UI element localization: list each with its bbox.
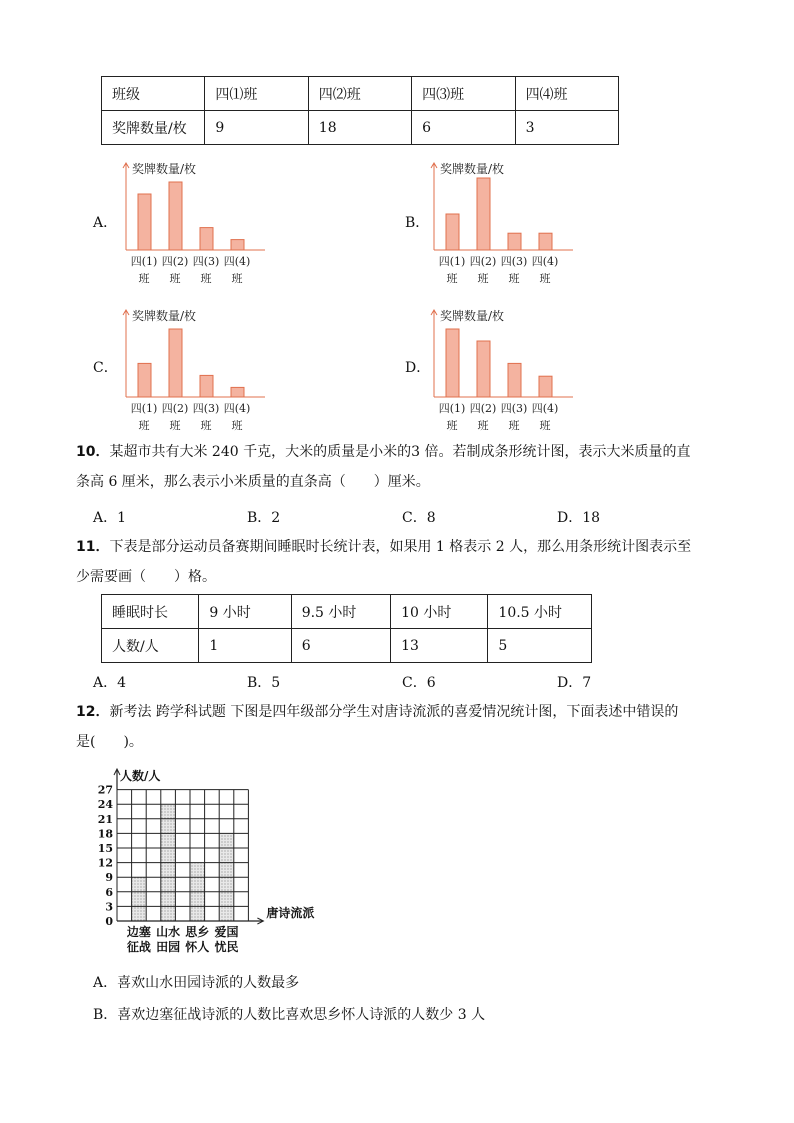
option-b-chart [428,155,578,290]
bar [446,214,459,250]
x-tick-label: 思乡 [185,925,210,939]
y-axis-label: 奖牌数量/枚 [440,162,505,176]
choice-d[interactable]: D．18 [557,510,601,526]
y-tick-label: 9 [105,871,113,885]
bar [508,363,521,397]
option-d-label: D． [405,360,431,376]
x-tick-label: 边塞 [126,925,151,939]
choice-d[interactable]: D．7 [557,675,592,691]
x-tick-label: 班 [446,272,458,285]
x-tick-label: 四(1) [438,255,466,268]
poetry-bar-chart [95,766,315,956]
x-tick-label: 怀人 [185,940,210,954]
option-d-chart [428,302,578,437]
y-tick-label: 15 [97,842,113,855]
x-tick-label: 四(4) [531,255,559,268]
y-tick-label: 27 [97,783,113,797]
y-tick-label: 12 [97,856,113,870]
bar [508,233,521,250]
x-tick-label: 四(2) [161,402,189,415]
y-axis-label: 人数/人 [120,769,161,783]
x-tick-label: 班 [138,419,150,432]
bar [169,182,182,250]
table-cell: 人数/人 [102,629,199,663]
x-tick-label: 爱国 [214,925,239,939]
table-cell: 四⑷班 [515,77,618,111]
table-cell: 班级 [102,77,205,111]
table-cell: 9 [205,111,308,145]
y-axis-label: 奖牌数量/枚 [132,309,197,323]
q12-option-b[interactable]: B．喜欢边塞征战诗派的人数比喜欢思乡怀人诗派的人数少 3 人 [93,1007,486,1023]
choice-b[interactable]: B．5 [247,675,281,691]
x-tick-label: 四(2) [469,402,497,415]
table-cell: 10 小时 [391,595,488,629]
question-number: 10． [76,444,110,460]
question-11 [76,532,691,592]
y-axis-label: 奖牌数量/枚 [132,162,197,176]
x-tick-label: 四(2) [161,255,189,268]
table-cell: 6 [412,111,515,145]
x-tick-label: 四(1) [438,402,466,415]
y-tick-label: 0 [105,915,113,928]
q9-table [101,76,619,145]
q12-option-a[interactable]: A．喜欢山水田园诗派的人数最多 [93,975,300,991]
question-text: 下表是部分运动员备赛期间睡眠时长统计表，如果用 1 格表示 2 人，那么用条形统计图表示至 [109,539,692,555]
bar [138,363,151,397]
x-tick-label: 班 [169,419,181,432]
x-tick-label: 班 [539,272,551,285]
bar [477,341,490,397]
choice-a[interactable]: A．1 [93,510,127,526]
table-row [102,629,592,663]
table-cell: 四⑴班 [205,77,308,111]
table-cell: 睡眠时长 [102,595,199,629]
question-text: 某超市共有大米 240 千克，大米的质量是小米的3 倍。若制成条形统计图，表示大米质量的直 [109,444,691,460]
choice-c[interactable]: C．6 [402,675,436,691]
question-text: 少需要画（ ）格。 [76,569,216,585]
x-tick-label: 四(1) [130,255,158,268]
table-cell: 18 [308,111,411,145]
table-cell: 四⑶班 [412,77,515,111]
bar [539,233,552,250]
x-tick-label: 四(2) [469,255,497,268]
bar [138,194,151,250]
x-tick-label: 山水 [156,925,181,939]
table-cell: 6 [291,629,390,663]
x-tick-label: 四(3) [192,402,220,415]
table-cell: 1 [199,629,291,663]
choice-b[interactable]: B．2 [247,510,281,526]
option-c-label: C． [93,360,118,376]
table-cell: 13 [391,629,488,663]
x-tick-label: 四(4) [531,402,559,415]
question-10 [76,437,690,497]
x-tick-label: 班 [200,419,212,432]
x-tick-label: 班 [508,419,520,432]
bar [477,178,490,250]
choice-a[interactable]: A．4 [93,675,127,691]
question-number: 12． [76,704,110,720]
table-cell: 3 [515,111,618,145]
x-tick-label: 四(3) [500,402,528,415]
x-axis-label: 唐诗流派 [266,906,315,920]
table-row [102,595,592,629]
x-tick-label: 四(3) [192,255,220,268]
table-cell: 10.5 小时 [488,595,592,629]
option-c-chart [120,302,270,437]
question-text: 条高 6 厘米，那么表示小米质量的直条高（ ）厘米。 [76,474,430,490]
table-cell: 9 小时 [199,595,291,629]
option-a-chart [120,155,270,290]
x-tick-label: 班 [200,272,212,285]
x-tick-label: 四(4) [223,402,251,415]
q11-table [101,594,592,663]
table-row [102,77,619,111]
x-tick-label: 田园 [156,940,181,954]
question-number: 11． [76,539,110,555]
bar [539,376,552,397]
y-tick-label: 21 [97,812,113,826]
y-tick-label: 24 [97,798,113,812]
bar [200,375,213,397]
x-tick-label: 班 [477,419,489,432]
x-tick-label: 班 [169,272,181,285]
table-row [102,111,619,145]
bar [231,240,244,250]
bar [132,877,147,921]
bar [200,228,213,250]
table-cell: 四⑵班 [308,77,411,111]
x-tick-label: 四(1) [130,402,158,415]
y-axis-label: 奖牌数量/枚 [440,309,505,323]
choice-c[interactable]: C．8 [402,510,436,526]
x-tick-label: 班 [231,419,243,432]
y-tick-label: 6 [105,885,113,899]
x-tick-label: 四(4) [223,255,251,268]
bar [231,387,244,397]
x-tick-label: 征战 [126,940,151,954]
option-a-label: A． [93,215,118,231]
table-cell: 奖牌数量/枚 [102,111,205,145]
x-tick-label: 四(3) [500,255,528,268]
x-tick-label: 班 [231,272,243,285]
y-tick-label: 3 [105,900,113,914]
bar [169,329,182,397]
x-tick-label: 班 [138,272,150,285]
option-b-label: B． [405,215,430,231]
question-text: 是( )。 [76,734,143,750]
question-text: 新考法 跨学科试题 下图是四年级部分学生对唐诗流派的喜爱情况统计图，下面表述中错误的 [109,704,679,720]
x-tick-label: 班 [508,272,520,285]
x-tick-label: 班 [539,419,551,432]
x-tick-label: 班 [446,419,458,432]
table-cell: 5 [488,629,592,663]
x-tick-label: 忧民 [214,940,239,954]
bar [446,329,459,397]
question-12 [76,697,678,757]
y-tick-label: 18 [97,827,113,841]
table-cell: 9.5 小时 [291,595,390,629]
x-tick-label: 班 [477,272,489,285]
